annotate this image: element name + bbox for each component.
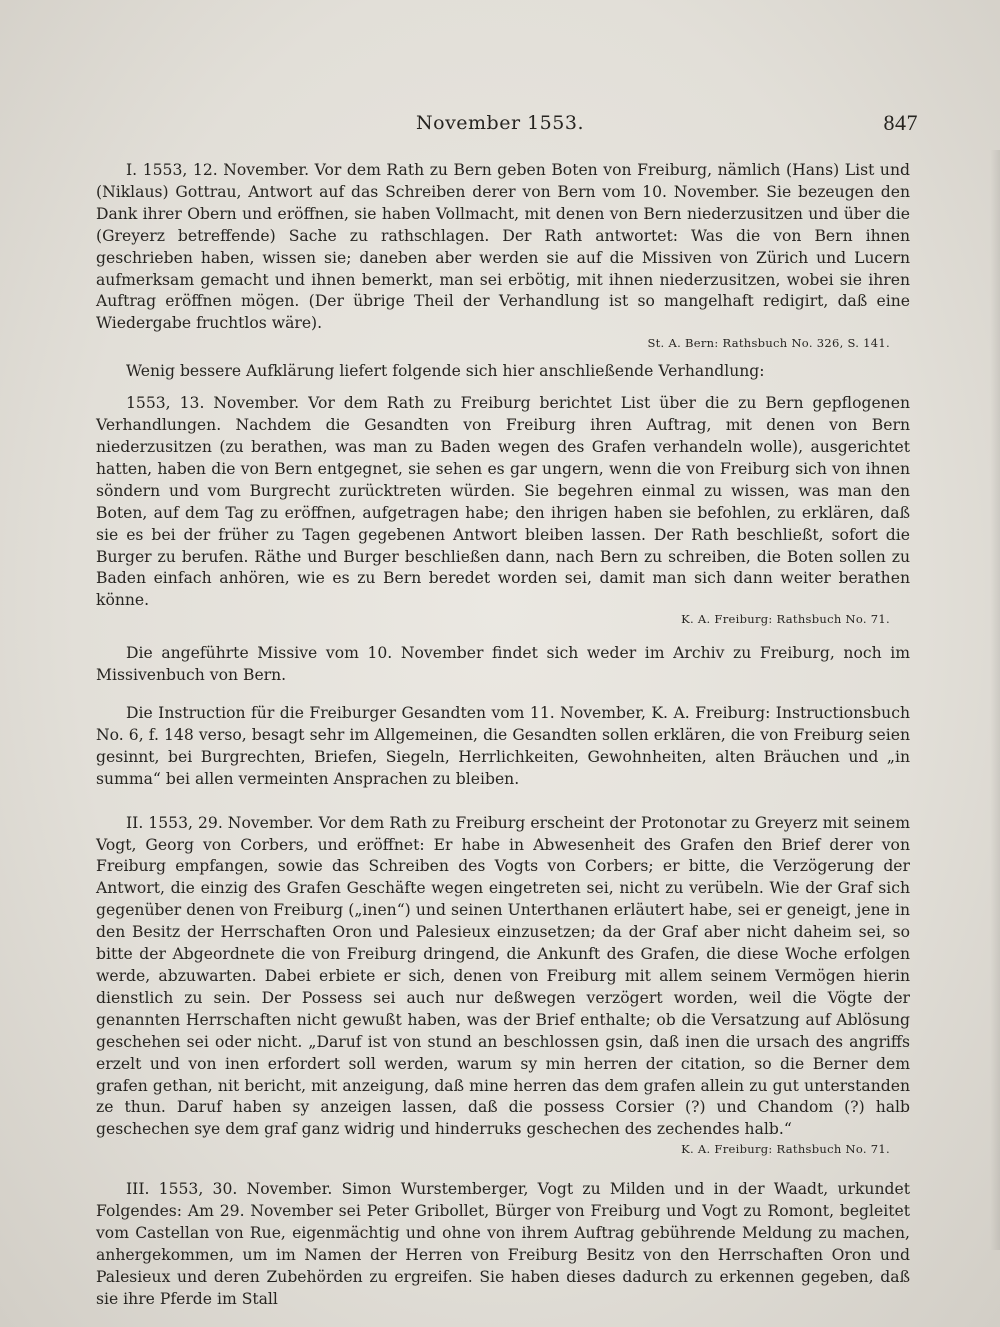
running-title: November 1553. (416, 112, 584, 134)
page-header (0, 112, 1000, 142)
paragraph-5: Die Instruction für die Freiburger Gesandten vom 11. November, K. A. Freiburg: Instructionsbuch No. 6, f. 148 verso, besagt sehr im Allgemeinen, die Gesandten sollen erklären, die von Freiburg seien gesinnt, bei Burgrechten, Briefen, Siegeln, Herrlichkeiten, Gewohnheiten, alten Bräuchen und „in summa“ bei allen vermeinten Ansprachen zu bleiben. (96, 704, 910, 788)
page-number: 847 (883, 110, 918, 135)
citation-6: K. A. Freiburg: Rathsbuch No. 71. (681, 1142, 890, 1157)
citation-1: St. A. Bern: Rathsbuch No. 326, S. 141. (647, 336, 890, 351)
paragraph-3: 1553, 13. November. Vor dem Rath zu Freiburg berichtet List über die zu Bern gepflogenen Verhandlungen. Nachdem die Gesandten von Freiburg ihren Auftrag, mit denen von Bern niederzusitzen (zu berathen, was man zu Baden wegen des Grafen verhandeln wolle), ausgerichtet hatten, haben die von Bern entgegnet, sie sehen es gar ungern, wenn die von Freiburg sich von ihnen söndern und vom Burgrecht zurücktreten würden. Sie begehren einmal zu wissen, was man den Boten, auf dem Tag zu eröffnen, aufgetragen habe; den ihrigen haben sie befohlen, zu erklären, daß sie es bei der früher zu Tagen gegebenen Antwort bleiben lassen. Der Rath beschließt, sofort die Burger zu berufen. Räthe und Burger beschließen dann, nach Bern zu schreiben, die Boten sollen zu Baden einfach anhören, wie es zu Bern beredet worden sei, damit man sich dann weiter berathen könne. (96, 394, 910, 610)
paragraph-6: II. 1553, 29. November. Vor dem Rath zu Freiburg erscheint der Protonotar zu Greyerz mit seinem Vogt, Georg von Corbers, und eröffnet: Er habe in Abwesenheit des Grafen den Brief derer von Freiburg empfangen, sowie das Schreiben des Vogts von Corbers; er bitte, die Verzögerung der Antwort, die einzig des Grafen Geschäfte wegen eingetreten sei, nicht zu verübeln. Wie der Graf sich gegenüber denen von Freiburg („inen“) und seinen Unterthanen erläutert habe, sei er geneigt, jene in den Besitz der Herrschaften Oron und Palesieux einzusetzen; da der Graf aber nicht daheim sei, so bitte der Abgeordnete die von Freiburg dringend, die Ankunft des Grafen, die diese Woche erfolgen werde, abzuwarten. Dabei erbiete er sich, denen von Freiburg mit allem seinem Vermögen hierin dienstlich zu sein. Der Possess sei auch nur deßwegen verzögert worden, weil die Vögte der genannten Herrschaften nicht gewußt haben, was der Brief enthalte; ob die Versatzung auf Ablösung geschehen sei oder nicht. „Daruf ist von stund an beschlossen gsin, daß inen die ursach des angriffs erzelt und von inen erfordert soll werden, warum sy min herren der citation, so die Berner dem grafen gethan, nit bericht, mit anzeigung, daß mine herren das dem grafen allein zu gut unterstanden ze thun. Daruf haben sy anzeigen lassen, daß die possess Corsier (?) und Chandom (?) halb geschechen sye dem graf ganz widrig und hinderruks geschechen des zechendes halb.“ (96, 813, 910, 1139)
body-text (96, 160, 910, 1311)
paragraph-1: I. 1553, 12. November. Vor dem Rath zu Bern geben Boten von Freiburg, nämlich (Hans) List und (Niklaus) Gottrau, Antwort auf das Schreiben derer von Bern vom 10. November. Sie bezeugen den Dank ihrer Obern und eröffnen, sie haben Vollmacht, mit denen von Bern niederzusitzen und über die (Greyerz betreffende) Sache zu rathschlagen. Der Rath antwortet: Was die von Bern ihnen geschrieben haben, wissen sie; daneben aber werden sie auf die Missiven von Zürich und Lucern aufmerksam gemacht und ihnen bemerkt, man sei erbötig, mit ihnen niederzusitzen, wobei sie ihren Auftrag eröffnen mögen. (Der übrige Theil der Verhandlung ist so mangelhaft redigirt, daß eine Wiedergabe fruchtlos wäre). (96, 161, 910, 333)
paragraph-7: III. 1553, 30. November. Simon Wurstemberger, Vogt zu Milden und in der Waadt, urkundet Folgendes: Am 29. November sei Peter Gribollet, Bürger von Freiburg und Vogt zu Romont, begleitet vom Castellan von Rue, eigenmächtig und ohne von ihrem Auftrag gebührende Meldung zu machen, anhergekommen, um im Namen der Herren von Freiburg Besitz von den Herrschaften Oron und Palesieux und deren Zubehörden zu ergreifen. Sie haben dieses dadurch zu erkennen gegeben, daß sie ihre Pferde im Stall (96, 1180, 910, 1308)
paragraph-2: Wenig bessere Aufklärung liefert folgende sich hier anschließende Verhandlung: (126, 362, 765, 381)
paragraph-4: Die angeführte Missive vom 10. November findet sich weder im Archiv zu Freiburg, noch im Missivenbuch von Bern. (96, 644, 910, 685)
page-edge-shadow (990, 150, 1000, 1250)
citation-3: K. A. Freiburg: Rathsbuch No. 71. (681, 612, 890, 627)
